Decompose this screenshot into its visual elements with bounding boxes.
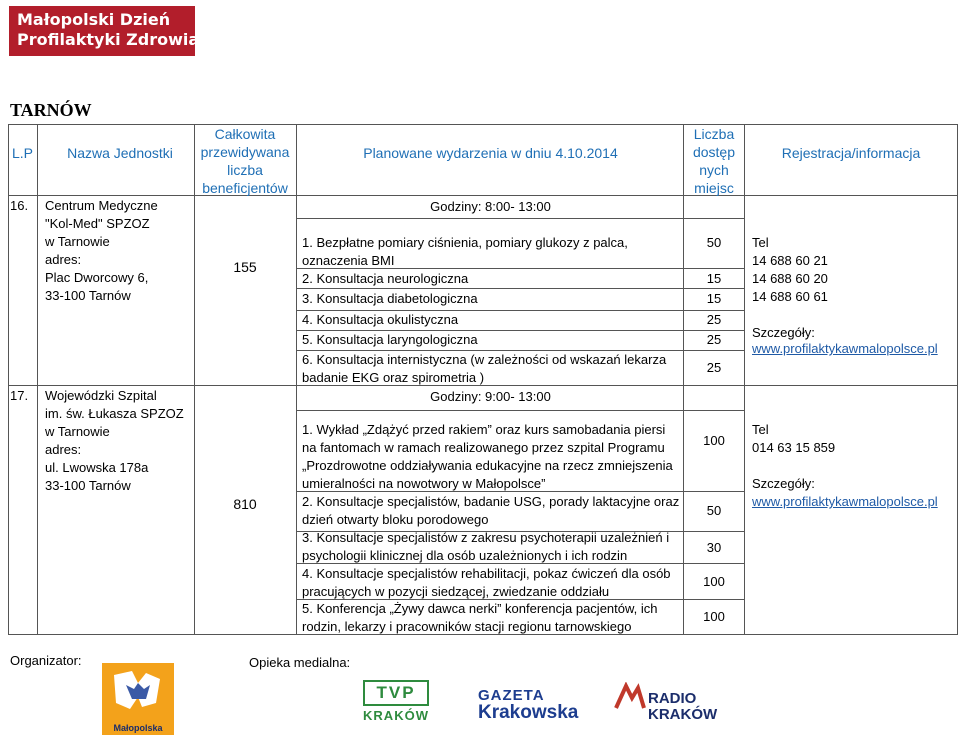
row17-slots-5: 100	[703, 609, 725, 624]
row17-event-4: 4. Konsultacje specjalistów rehabilitacji, pokaz ćwiczeń dla osób pracujących w pozycji siedzącej, zwiedzanie oddziału	[302, 566, 671, 599]
header-name: Nazwa Jednostki	[67, 145, 173, 161]
city-title: TARNÓW	[10, 100, 92, 120]
header-lp: L.P	[11, 145, 33, 161]
row17-hours: Godziny: 9:00- 13:00	[430, 389, 551, 404]
row16-event-1: 1. Bezpłatne pomiary ciśnienia, pomiary glukozy z palca, oznaczenia BMI	[302, 235, 628, 268]
row17-unit-name: Wojewódzki Szpital im. św. Łukasza SPZOZ w Tarnowie adres: ul. Lwowska 178a 33-100 Tarnów	[45, 388, 184, 493]
row16-event-6: 6. Konsultacja internistyczna (w zależności od wskazań lekarza badanie EKG oraz spirometria )	[302, 352, 667, 385]
event-logo	[9, 6, 200, 56]
logo-line-2: Profilaktyki Zdrowia	[17, 30, 200, 49]
row16-info-link[interactable]: www.profilaktykawmalopolsce.pl	[752, 341, 938, 356]
malopolska-emblem-icon	[102, 663, 174, 723]
row17-slots-2: 50	[706, 503, 722, 518]
organizer-label: Organizator:	[10, 653, 82, 668]
header-count: Całkowita przewidywana liczba beneficjentów	[200, 126, 290, 196]
row16-event-3: 3. Konsultacja diabetologiczna	[302, 291, 478, 306]
logo-line-1: Małopolski Dzień	[17, 10, 171, 29]
row17-info-link[interactable]: www.profilaktykawmalopolsce.pl	[752, 494, 938, 509]
row17-event-5: 5. Konferencja „Żywy dawca nerki” konferencja pacjentów, ich rodzin, lekarzy i pracowników stacji regionu tarnowskiego	[302, 601, 658, 634]
row16-event-4: 4. Konsultacja okulistyczna	[302, 312, 459, 327]
row16-slots-5: 25	[706, 332, 722, 347]
tvp-krakow-logo: TVP KRAKÓW	[358, 680, 434, 726]
row16-unit-name: Centrum Medyczne "Kol-Med" SPZOZ w Tarnowie adres: Plac Dworcowy 6, 33-100 Tarnów	[45, 198, 158, 303]
row17-event-1: 1. Wykład „Zdążyć przed rakiem” oraz kurs samobadania piersi na fantomach w ramach realizowanego przez szpital Programu „Prozdrowotne oddziaływania edukacyjne na rzecz zmniejszenia umieralności na nowotwory w Małopolsce”	[302, 422, 673, 491]
row16-event-2: 2. Konsultacja neurologiczna	[302, 271, 469, 286]
row17-slots-1: 100	[703, 433, 725, 448]
malopolska-logo: Małopolska	[102, 663, 174, 735]
row16-slots-2: 15	[706, 271, 722, 286]
row17-lp: 17.	[10, 388, 29, 403]
row16-hours: Godziny: 8:00- 13:00	[430, 199, 551, 214]
row17-beneficiaries: 810	[233, 496, 257, 512]
media-label: Opieka medialna:	[249, 655, 351, 670]
radio-waves-icon	[612, 682, 648, 712]
header-registration: Rejestracja/informacja	[781, 145, 921, 161]
row16-slots-3: 15	[706, 291, 722, 306]
row16-lp: 16.	[10, 198, 29, 213]
row17-registration: Tel 014 63 15 859 Szczegóły:	[752, 422, 836, 491]
row16-slots-1: 50	[706, 235, 722, 250]
header-slots: Liczba dostęp nych miejsc	[692, 126, 736, 196]
row16-slots-6: 25	[706, 360, 722, 375]
row16-registration: Tel 14 688 60 21 14 688 60 20 14 688 60 61 Szczegóły:	[752, 235, 828, 340]
row17-event-3: 3. Konsultacje specjalistów z zakresu psychoterapii uzależnień i psychologii klinicznej dla osób uzależnionych i ich rodzin	[302, 530, 670, 563]
gazeta-krakowska-logo: GAZETA Krakowska	[478, 687, 579, 723]
header-events: Planowane wydarzenia w dniu 4.10.2014	[363, 145, 618, 161]
row16-beneficiaries: 155	[233, 259, 257, 275]
row17-slots-4: 100	[703, 574, 725, 589]
radio-krakow-logo: RADIO KRAKÓW	[612, 680, 708, 726]
row16-event-5: 5. Konsultacja laryngologiczna	[302, 332, 478, 347]
row17-event-2: 2. Konsultacje specjalistów, badanie USG, porady laktacyjne oraz dzień otwarty bloku porodowego	[302, 494, 680, 527]
row16-slots-4: 25	[706, 312, 722, 327]
row17-slots-3: 30	[706, 540, 722, 555]
